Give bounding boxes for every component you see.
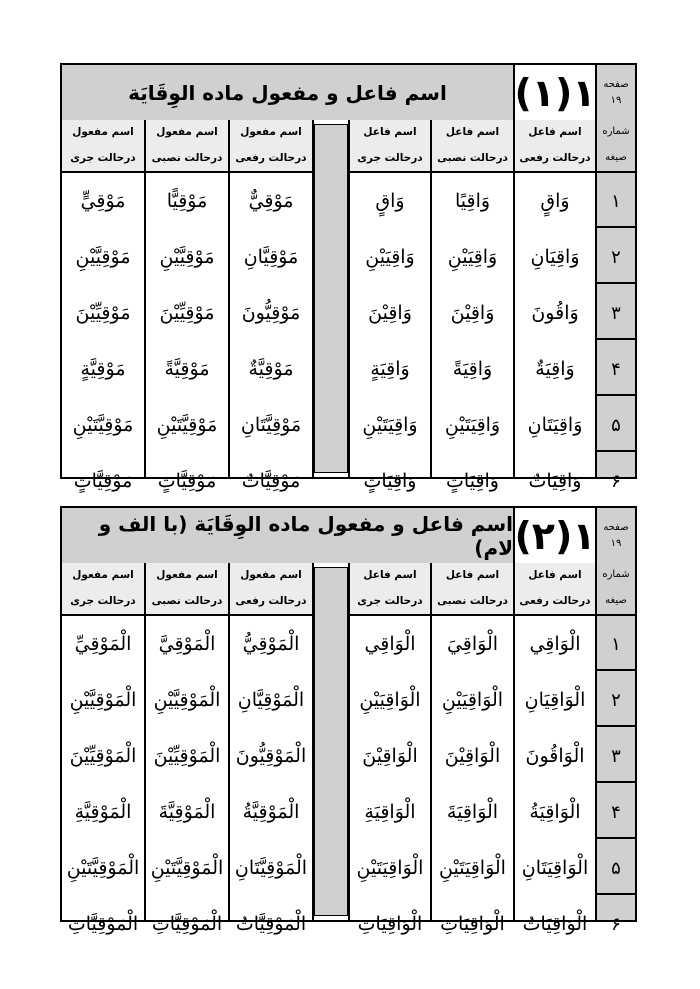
word-cell: مَوْقِيَّاتٌ [241, 470, 301, 492]
word-cell: مَوْقِيَّيْنِ [75, 246, 131, 268]
table-header [62, 508, 635, 565]
word-cell: وَاقِيَانِ [530, 246, 580, 268]
column-header-type: اسم مفعول [156, 126, 218, 138]
column-header [146, 563, 230, 616]
column-mf-nasb [146, 616, 230, 935]
word-cell: الْوَاقِيَ [446, 633, 499, 655]
column-header [62, 563, 146, 616]
word-cell: مَوْقِيَّيْنِ [159, 246, 215, 268]
row-separator [597, 837, 635, 839]
word-cell: الْمَوْقِيَّتَيْنِ [150, 857, 224, 879]
word-cell: الْوَاقِي [364, 633, 416, 655]
word-cell: الْوَاقِيَاتُ [522, 913, 588, 935]
column-header [62, 120, 146, 173]
word-cell: الْمَوْقِيِّيْنَ [153, 745, 221, 767]
word-cell: وَاقِيَتَيْنِ [362, 414, 418, 436]
word-cell: مَوْقِيِّيْنَ [159, 302, 215, 324]
page-number: ۱۹ [610, 94, 622, 106]
word-cell: الْوَاقِيْنَ [362, 745, 418, 767]
column-header-case: درحالت رفعی [235, 595, 307, 607]
column-fa-nasb [432, 616, 515, 935]
word-cell: الْمَوْقِيَّ [158, 633, 216, 655]
word-cell: الْوَاقُونَ [525, 745, 585, 767]
word-cell: الْمَوْقِيَّاتِ [67, 913, 139, 935]
row-index: ۶ [611, 913, 621, 935]
word-cell: مَوْقِيٍّ [80, 190, 126, 212]
word-cell: الْمَوْقِيَّاتِ [151, 913, 223, 935]
row-separator [597, 282, 635, 284]
row-index: ۴ [611, 358, 621, 380]
row-separator [597, 226, 635, 228]
column-header-type: اسم فاعل [445, 569, 500, 581]
word-cell: الْوَاقِيَةِ [364, 801, 416, 823]
word-cell: وَاقِيَتَانِ [527, 414, 583, 436]
word-cell: الْوَاقِيَيْنِ [441, 689, 504, 711]
word-cell: مَوْقِيَّةٍ [80, 358, 126, 380]
conjugation-table-1 [60, 63, 637, 492]
row-index: ۵ [611, 414, 621, 436]
word-cell: مَوْقِيَّتَيْنِ [72, 414, 134, 436]
word-cell: مَوْقِيَّتَانِ [240, 414, 302, 436]
row-index: ۲ [611, 689, 621, 711]
column-header-case: درحالت نصبی [437, 152, 508, 164]
row-separator [597, 669, 635, 671]
page-label: صفحه [603, 78, 629, 90]
word-cell: الْمَوْقِيَّةُ [242, 801, 300, 823]
column-header [515, 563, 597, 616]
column-header-case: درحالت جری [357, 152, 423, 164]
word-cell: وَاقِيَيْنِ [365, 246, 415, 268]
column-header-case: درحالت جری [70, 152, 136, 164]
column-header-type: اسم مفعول [240, 569, 302, 581]
column-header-type: اسم مفعول [72, 126, 134, 138]
word-cell: مَوْقِيَّتَيْنِ [156, 414, 218, 436]
word-cell: وَاقِيَةٌ [535, 358, 575, 380]
column-header-type: اسم فاعل [363, 126, 417, 138]
index-header-form: صیغه [605, 595, 627, 606]
divider-band [314, 563, 350, 920]
page-reference [597, 508, 635, 563]
column-mf-raf [230, 616, 314, 935]
word-cell: الْمَوْقِيَّتَيْنِ [66, 857, 140, 879]
index-header-form: صیغه [605, 152, 627, 163]
page-number: ۱۹ [610, 537, 622, 549]
word-cell: مَوْقِيٌّ [248, 190, 294, 212]
word-cell: مَوْقِيَّاتٍ [73, 470, 133, 492]
row-index: ۴ [611, 801, 621, 823]
index-column [597, 173, 635, 492]
word-cell: وَاقُونَ [531, 302, 579, 324]
word-cell: الْمَوْقِيُّ [242, 633, 300, 655]
column-header-case: درحالت رفعی [235, 152, 307, 164]
column-header-case: درحالت نصبی [151, 595, 223, 607]
conjugation-table-2 [60, 506, 637, 935]
row-separator [597, 338, 635, 340]
row-separator [597, 725, 635, 727]
row-index: ۶ [611, 470, 621, 492]
word-cell: مَوْقِيِّيْنَ [75, 302, 131, 324]
table-header [62, 65, 635, 122]
word-cell: مَوْقِيًّا [166, 190, 208, 212]
word-cell: وَاقِيَيْنِ [447, 246, 498, 268]
column-header-case: درحالت نصبی [151, 152, 223, 164]
word-cell: وَاقِيَةً [452, 358, 493, 380]
word-cell: الْوَاقِيَةُ [529, 801, 581, 823]
word-cell: الْمَوْقِيَّةِ [74, 801, 132, 823]
word-cell: وَاقِيَتَيْنِ [444, 414, 501, 436]
column-fa-raf [515, 173, 597, 492]
column-header-type: اسم فاعل [363, 569, 417, 581]
word-cell: الْمَوْقِيَّاتُ [235, 913, 307, 935]
column-header [515, 120, 597, 173]
word-cell: الْمَوْقِيَّتَانِ [234, 857, 308, 879]
column-header-type: اسم فاعل [445, 126, 500, 138]
word-cell: الْوَاقِيَيْنِ [359, 689, 421, 711]
word-cell: وَاقِيًا [454, 190, 491, 212]
word-cell: الْوَاقِيَتَانِ [521, 857, 589, 879]
column-fa-jarr [350, 173, 432, 492]
row-separator [597, 781, 635, 783]
column-fa-raf [515, 616, 597, 935]
column-header [350, 120, 432, 173]
row-separator [597, 893, 635, 895]
divider-band-fill [314, 124, 348, 473]
column-mf-jarr [62, 173, 146, 492]
word-cell: وَاقِيْنَ [368, 302, 412, 324]
column-header-type: اسم مفعول [72, 569, 134, 581]
row-separator [597, 394, 635, 396]
word-cell: الْوَاقِيَاتِ [357, 913, 423, 935]
lesson-number: (۱)۱ [515, 65, 597, 120]
row-index: ۲ [611, 246, 621, 268]
column-mf-nasb [146, 173, 230, 492]
row-index: ۳ [611, 302, 621, 324]
column-header-case: درحالت جری [70, 595, 136, 607]
word-cell: الْمَوْقِيَّانِ [237, 689, 305, 711]
word-cell: الْوَاقِيَةَ [446, 801, 499, 823]
column-header-case: درحالت رفعی [519, 152, 591, 164]
row-index: ۳ [611, 745, 621, 767]
page-label: صفحه [603, 521, 629, 533]
index-column [597, 616, 635, 935]
word-cell: الْوَاقِيَاتِ [440, 913, 505, 935]
column-header-type: اسم فاعل [528, 569, 582, 581]
column-mf-raf [230, 173, 314, 492]
index-header-number: شماره [602, 569, 630, 580]
word-cell: وَاقِيَاتٌ [528, 470, 582, 492]
word-cell: الْوَاقِيَتَيْنِ [439, 857, 506, 879]
word-cell: الْوَاقِيْنَ [444, 745, 501, 767]
word-cell: وَاقِيَةٍ [370, 358, 410, 380]
column-header [350, 563, 432, 616]
divider-band [314, 120, 350, 477]
word-cell: وَاقِيَاتٍ [363, 470, 417, 492]
page-reference [597, 65, 635, 120]
word-cell: الْمَوْقِيَّيْنِ [69, 689, 137, 711]
word-cell: وَاقِيْنَ [450, 302, 495, 324]
word-cell: الْوَاقِيَتَيْنِ [356, 857, 424, 879]
column-header [230, 120, 314, 173]
column-header [146, 120, 230, 173]
word-cell: الْمَوْقِيَّيْنِ [153, 689, 221, 711]
row-separator [597, 450, 635, 452]
column-header-type: اسم مفعول [156, 569, 218, 581]
table-title: اسم فاعل و مفعول ماده الوِقَايَة [62, 65, 515, 120]
column-header-type: اسم مفعول [240, 126, 302, 138]
word-cell: وَاقِيَاتٍ [446, 470, 499, 492]
column-header [230, 563, 314, 616]
word-cell: الْمَوْقِيُّونَ [235, 745, 307, 767]
word-cell: وَاقٍ [375, 190, 405, 212]
word-cell: الْوَاقِي [529, 633, 581, 655]
divider-band-fill [314, 567, 348, 916]
index-column-header [597, 563, 635, 616]
row-index: ۵ [611, 857, 621, 879]
word-cell: مَوْقِيَّةً [164, 358, 210, 380]
word-cell: الْمَوْقِيِّ [74, 633, 132, 655]
word-cell: الْمَوْقِيَّةَ [158, 801, 216, 823]
column-header-case: درحالت نصبی [437, 595, 508, 607]
table-title: اسم فاعل و مفعول ماده الوِقَايَة (با الف و لام) [62, 508, 515, 563]
word-cell: الْمَوْقِيِّيْنَ [69, 745, 137, 767]
word-cell: مَوْقِيَّةٌ [248, 358, 294, 380]
word-cell: مَوْقِيُّونَ [241, 302, 301, 324]
word-cell: مَوْقِيَّانِ [243, 246, 299, 268]
word-cell: مَوْقِيَّاتٍ [157, 470, 217, 492]
lesson-number: (۲)۱ [515, 508, 597, 563]
column-fa-nasb [432, 173, 515, 492]
row-index: ۱ [611, 633, 621, 655]
column-header-case: درحالت رفعی [519, 595, 591, 607]
column-header-type: اسم فاعل [528, 126, 582, 138]
column-header [432, 563, 515, 616]
row-index: ۱ [611, 190, 621, 212]
word-cell: وَاقٍ [540, 190, 570, 212]
index-header-number: شماره [602, 126, 630, 137]
word-cell: الْوَاقِيَانِ [524, 689, 586, 711]
column-header [432, 120, 515, 173]
index-column-header [597, 120, 635, 173]
column-header-case: درحالت جری [357, 595, 423, 607]
column-fa-jarr [350, 616, 432, 935]
column-mf-jarr [62, 616, 146, 935]
